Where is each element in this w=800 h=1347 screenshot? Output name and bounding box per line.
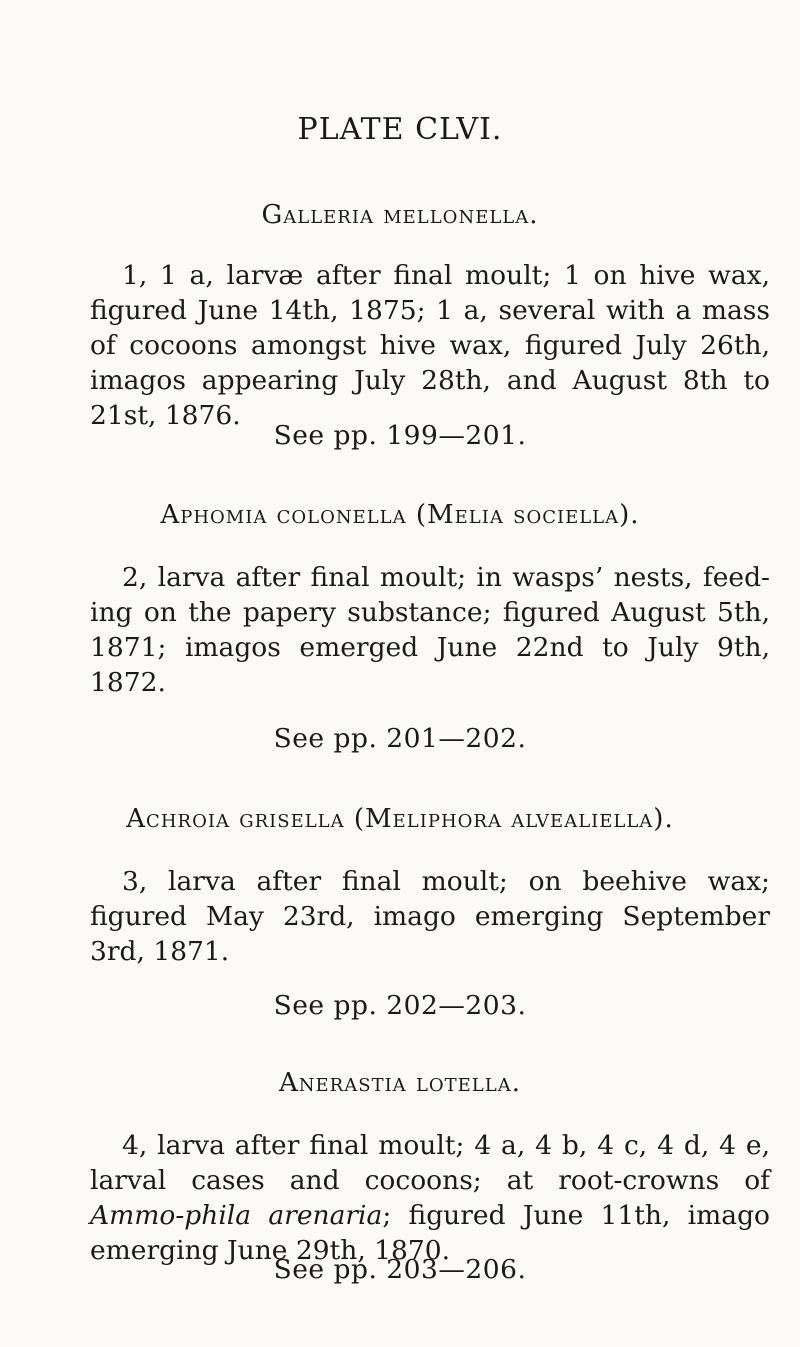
section-paragraph-galleria (90, 258, 770, 433)
page-reference-aphomia: See pp. 201—202. (273, 723, 527, 754)
page-reference-galleria: See pp. 199—201. (273, 420, 527, 451)
page-reference-anerastia: See pp. 203—206. (273, 1254, 527, 1285)
species-name-italic: Ammo-phila arenaria (90, 1200, 383, 1231)
paragraph-text: 1, 1 a, larvæ after final moult; 1 on hive wax, figured June 14th, 1875; 1 a, several with a mass of cocoons amongst hive wax, figured July 26th, imagos appearing July 28th, and August 8th to 21st, 1876. (90, 260, 770, 431)
section-heading-anerastia: Anerastia lotella. (279, 1068, 521, 1098)
page-reference-achroia: See pp. 202—203. (273, 990, 527, 1021)
section-heading-galleria: Galleria mellonella. (261, 200, 539, 230)
section-heading-aphomia: Aphomia colonella (Melia sociella). (160, 500, 640, 530)
paragraph-text: 3, larva after final moult; on beehive wax; figured May 23rd, imago emerging September 3rd, 1871. (90, 866, 770, 967)
paragraph-text-before-italic: 4, larva after final moult; 4 a, 4 b, 4 c, 4 d, 4 e, larval cases and cocoons; at root-crowns of (90, 1130, 770, 1196)
paragraph-text-after-italic: ; figured June 11th, imago emerging June 29th, 1870. (90, 1200, 771, 1266)
paragraph-text: 2, larva after final moult; in wasps’ nests, feed-ing on the papery substance; figured August 5th, 1871; imagos emerged June 22nd to July 9th, 1872. (90, 562, 770, 698)
section-paragraph-achroia (90, 864, 770, 969)
section-paragraph-anerastia (90, 1128, 770, 1268)
section-paragraph-aphomia (90, 560, 770, 700)
plate-title: PLATE CLVI. (297, 112, 503, 147)
section-heading-achroia: Achroia grisella (Meliphora alvealiella). (126, 804, 674, 834)
